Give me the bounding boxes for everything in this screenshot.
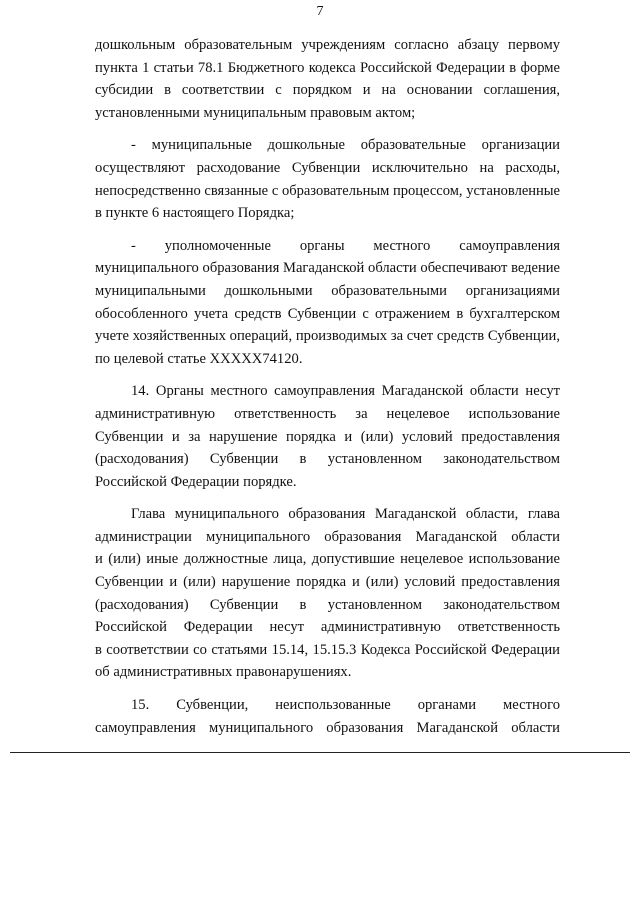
text-line: дошкольным образовательным учреждениям согласно абзацу первому [95,37,560,53]
paragraph-15-unused-subventions [95,694,560,739]
text-line: муниципальными дошкольными образовательными организациями [95,282,560,299]
text-line: - уполномоченные органы местного самоуправления [131,237,560,254]
text-line: пункта 1 статьи 78.1 Бюджетного кодекса Российской Федерации в форме [95,59,560,76]
paragraph-separate-accounting [95,235,560,371]
text-line: Субвенции и за нарушение порядка и (или) условий предоставления [95,428,560,445]
text-line: обособленного учета средств Субвенции с отражением в бухгалтерском [95,305,560,322]
paragraph-14-responsibility [95,380,560,493]
text-line: Российской Федерации порядке. [95,473,297,490]
page-bottom-rule [10,752,630,753]
text-line: самоуправления муниципального образования Магаданской области [95,719,560,736]
text-line: муниципального образования Магаданской области обеспечивают ведение [95,260,560,277]
text-line: об административных правонарушениях. [95,664,352,681]
text-line: в пункте 6 настоящего Порядка; [95,205,295,222]
text-line: установленными муниципальным правовым актом; [95,104,416,121]
text-line: и (или) иные должностные лица, допустившие нецелевое использование [95,551,560,568]
text-line: административную ответственность за нецелевое использование [95,405,560,422]
text-line: Глава муниципального образования Магаданской области, глава [131,506,560,523]
paragraph-organizations-spending [95,134,560,224]
text-line: Субвенции и (или) нарушение порядка и (или) условий предоставления [95,574,560,591]
text-line: непосредственно связанные с образовательным процессом, установленные [95,182,560,199]
text-line: (расходования) Субвенции в установленном законодательством [95,596,560,613]
text-line: 15. Субвенции, неиспользованные органами местного [131,697,560,714]
page-number: 7 [316,4,324,19]
text-line: - муниципальные дошкольные образовательные организации [131,137,560,154]
paragraph-subsidy-continuation [95,34,560,124]
text-line: учете хозяйственных операций, производимых за счет средств Субвенции, [95,328,560,345]
document-body [95,34,560,739]
text-line: осуществляют расходование Субвенции исключительно на расходы, [95,159,560,176]
text-line: по целевой статье XXXXX74120. [95,350,303,367]
paragraph-officials-responsibility [95,503,560,684]
text-line: (расходования) Субвенции в установленном законодательством [95,451,560,468]
text-line: администрации муниципального образования Магаданской области [95,528,560,545]
text-line: субсидии в соответствии с порядком и на основании соглашения, [95,82,560,99]
text-line: 14. Органы местного самоуправления Магаданской области несут [131,383,560,400]
text-line: в соответствии со статьями 15.14, 15.15.3 Кодекса Российской Федерации [95,641,560,658]
text-line: Российской Федерации несут административную ответственность [95,619,560,636]
